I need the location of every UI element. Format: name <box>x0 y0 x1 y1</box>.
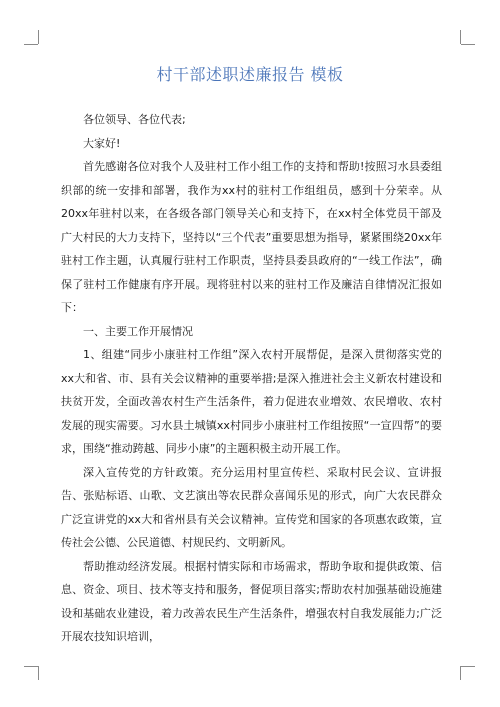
intro-paragraph: 首先感谢各位对我个人及驻村工作小组工作的支持和帮助!按照习水县委组织部的统一安排和部署，我作为xx村的驻村工作组组员，感到十分荣幸。从20xx年驻村以来，在各级各部门领导关心和支持下，在xx村全体党员干部及广大村民的大力支持下，坚持以“三个代表”重要思想为指导，紧紧围绕20xx年驻村工作主题，认真履行驻村工作职责，坚持县委县政府的“一线工作法”，确保了驻村工作健康有序开展。现将驻村以来的驻村工作及廉洁自律情况汇报如下： <box>61 160 442 314</box>
document-body <box>61 108 442 649</box>
body-paragraph: 深入宣传党的方针政策。充分运用村里宣传栏、采取村民会议、宣讲报告、张贴标语、山歌、文艺演出等农民群众喜闻乐见的形式，向广大农民群众广泛宣讲党的xx大和省州县有关会议精神。宣传党和国家的各项惠农政策，宣传社会公德、公民道德、村规民约、文明新风。 <box>61 465 442 549</box>
salutation: 各位领导、各位代表; <box>83 113 186 126</box>
section-heading: 一、主要工作开展情况 <box>83 324 193 338</box>
document-title: 村干部述职述廉报告 模板 <box>156 65 344 84</box>
body-paragraph: 帮助推动经济发展。根据村情实际和市场需求，帮助争取和提供政策、信息、资金、项目、技术等支持和服务，督促项目落实;帮助农村加强基础设施建设和基础农业建设，着力改善农民生产生活条件，增强农村自我发展能力;广泛开展农技知识培训， <box>61 559 442 643</box>
body-paragraph: 1、组建“同步小康驻村工作组”深入农村开展帮促，是深入贯彻落实党的xx大和省、市、县有关会议精神的重要举措;是深入推进社会主义新农村建设和扶贫开发，全面改善农村生产生活条件，着力促进农业增效、农民增收、农村发展的现实需要。习水县土城镇xx村同步小康驻村工作组按照“一宣四帮”的要求，围绕“推动跨越、同步小康”的主题积极主动开展工作。 <box>61 348 442 455</box>
greeting: 大家好! <box>83 136 121 150</box>
